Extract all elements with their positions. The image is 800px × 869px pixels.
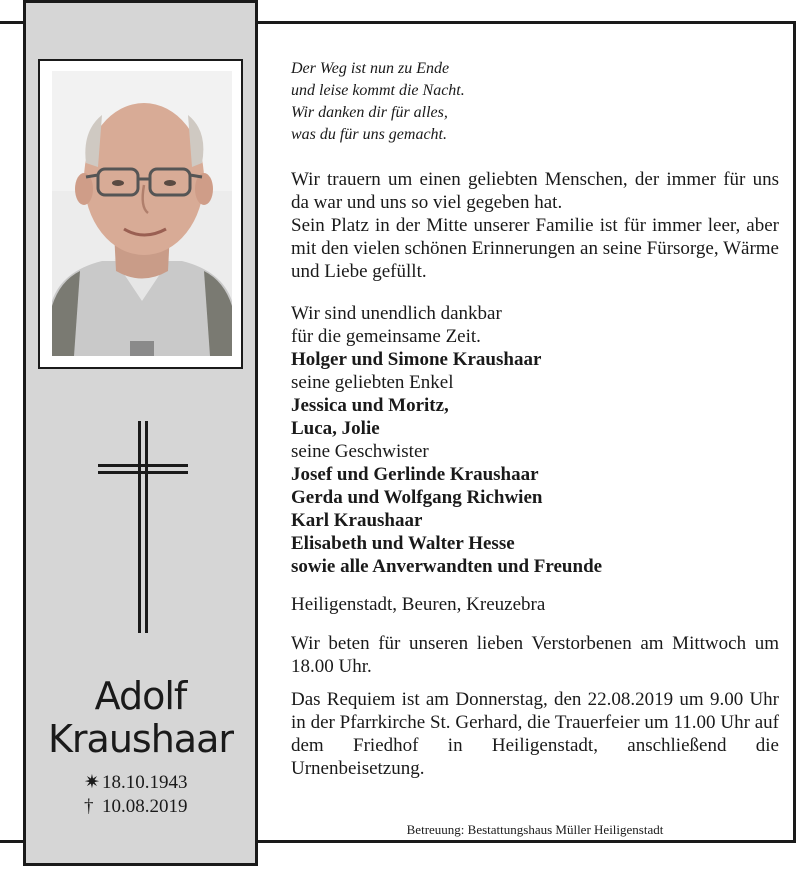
family-name-line: Holger und Simone Kraushaar: [291, 349, 542, 370]
family-name-line: Gerda und Wolfgang Richwien: [291, 487, 543, 508]
poem-line: Wir danken dir für alles,: [291, 104, 448, 121]
family-name-line: Luca, Jolie: [291, 418, 380, 439]
memorial-sidebar: [23, 0, 258, 866]
death-date: 10.08.2019: [102, 796, 188, 817]
birth-date: 18.10.1943: [102, 772, 188, 793]
family-name-line: Jessica und Moritz,: [291, 395, 449, 416]
deceased-first-name: Adolf: [94, 674, 187, 718]
death-date-row: [84, 795, 188, 819]
family-caption-line: Wir sind unendlich dankbar: [291, 303, 502, 324]
family-caption-line: seine geliebten Enkel: [291, 372, 454, 393]
poem: [291, 58, 779, 146]
mourning-paragraph-2: Sein Platz in der Mitte unserer Familie ist für immer leer, aber mit den vielen schönen Erinnerungen an seine Fürsorge, Wärme und Liebe gefüllt.: [291, 215, 779, 282]
birth-star-icon: ✷: [84, 772, 100, 793]
poem-line: was du für uns gemacht.: [291, 126, 447, 143]
family-name-line: Karl Kraushaar: [291, 510, 423, 531]
prayer-notice: Wir beten für unseren lieben Verstorbenen am Mittwoch um 18.00 Uhr.: [291, 633, 779, 677]
cross-icon: [98, 421, 188, 633]
family-name-line: Josef und Gerlinde Kraushaar: [291, 464, 539, 485]
portrait-illustration: [52, 71, 232, 356]
places: Heiligenstadt, Beuren, Kreuzebra: [291, 594, 546, 615]
poem-line: Der Weg ist nun zu Ende: [291, 60, 450, 77]
deceased-last-name: Kraushaar: [48, 717, 233, 761]
family-list: [291, 302, 779, 578]
family-name-line: sowie alle Anverwandten und Freunde: [291, 556, 603, 577]
funeral-home-credit: Betreuung: Bestattungshaus Müller Heiligenstadt: [406, 822, 664, 837]
family-name-line: Elisabeth und Walter Hesse: [291, 533, 515, 554]
deceased-name: [26, 675, 255, 761]
portrait-frame: [38, 59, 243, 369]
obituary-text: [291, 58, 779, 780]
death-cross-icon: †: [84, 796, 94, 817]
portrait-photo: [52, 71, 232, 356]
birth-date-row: [84, 771, 188, 795]
family-caption-line: seine Geschwister: [291, 441, 429, 462]
requiem-notice: Das Requiem ist am Donnerstag, den 22.08.2019 um 9.00 Uhr in der Pfarrkirche St. Gerhard, die Trauerfeier um 11.00 Uhr auf dem Friedhof in Heiligenstadt, anschließend die Urnenbeisetzung.: [291, 689, 779, 779]
poem-line: und leise kommt die Nacht.: [291, 82, 465, 99]
life-dates: [84, 771, 188, 819]
family-caption-line: für die gemeinsame Zeit.: [291, 326, 481, 347]
mourning-paragraph-1: Wir trauern um einen geliebten Menschen, der immer für uns da war und uns so viel gegeben hat.: [291, 169, 779, 213]
